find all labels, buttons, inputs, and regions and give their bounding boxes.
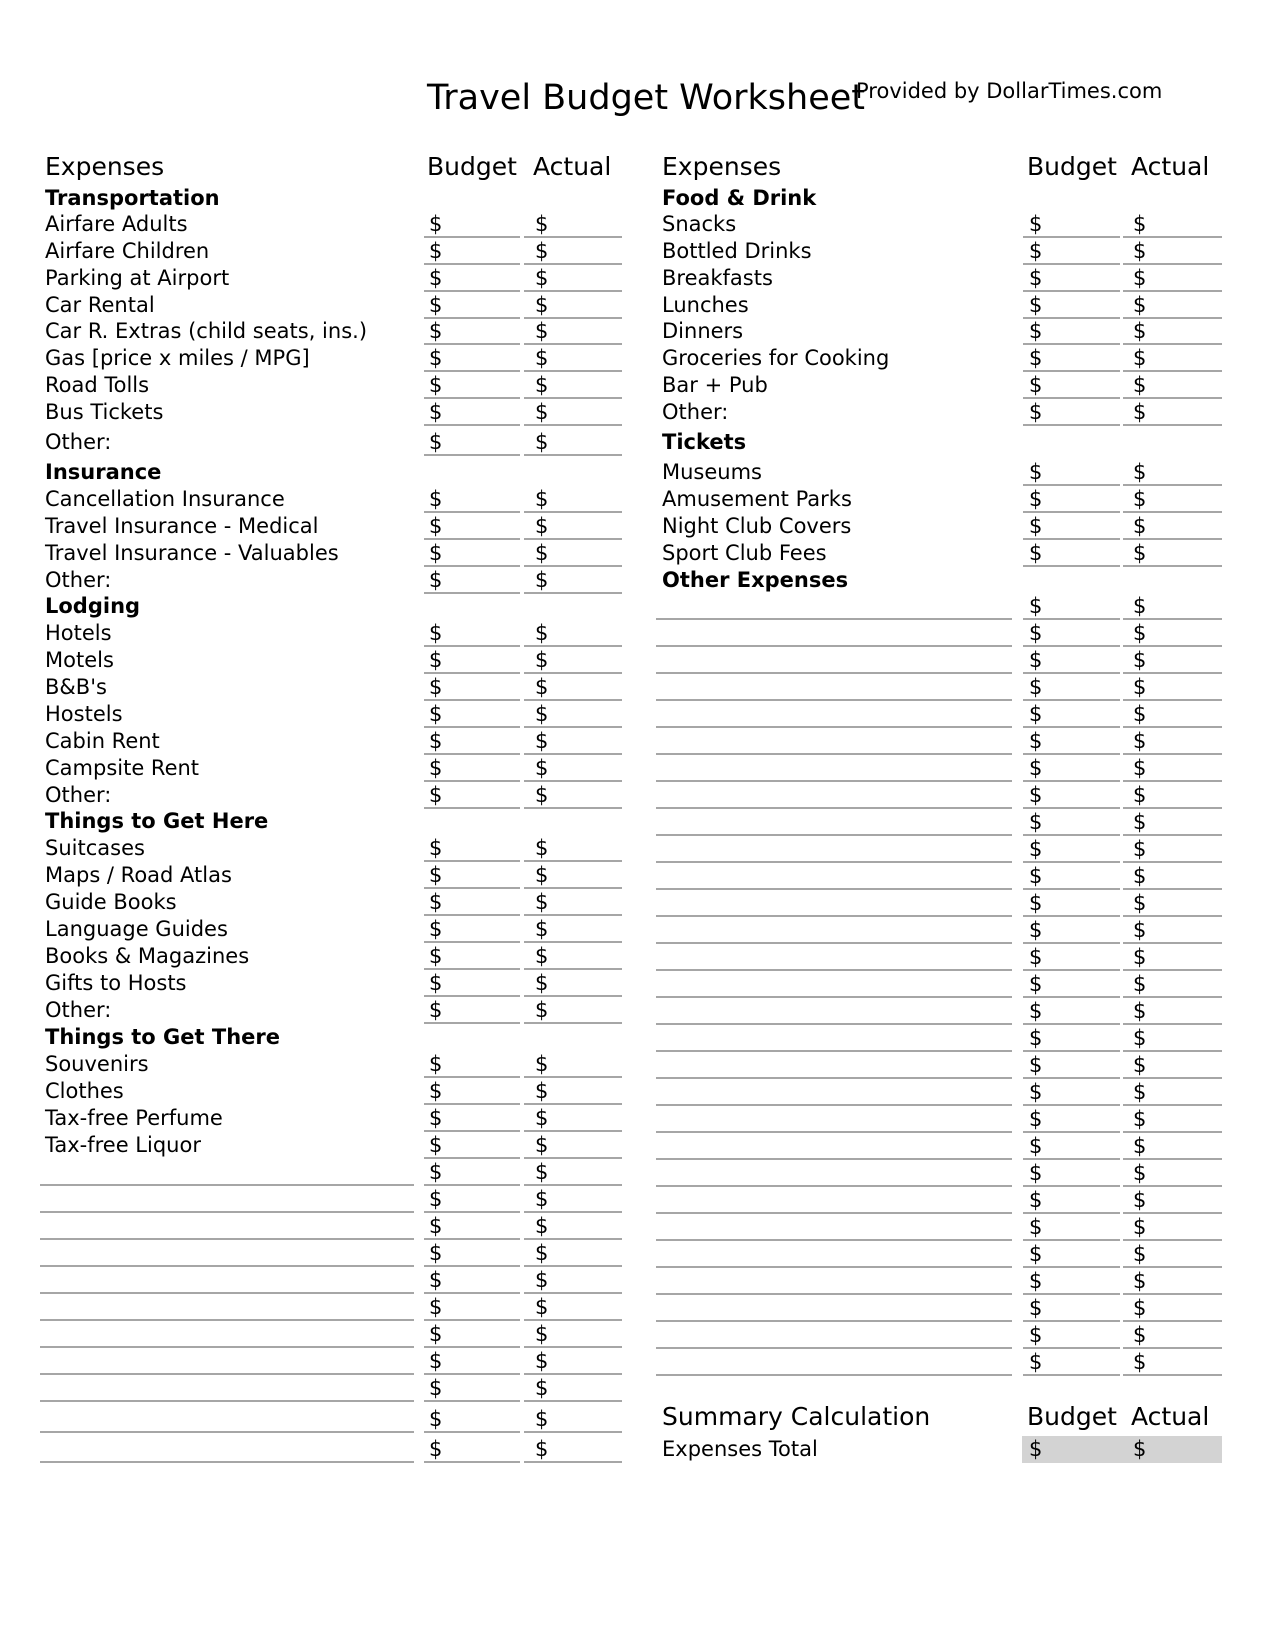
budget-amount-field[interactable]: $	[1029, 891, 1043, 915]
budget-amount-field[interactable]: $	[1029, 346, 1043, 370]
budget-amount-field[interactable]: $	[1029, 1107, 1043, 1131]
category-label: Transportation	[45, 186, 220, 210]
blank-expense-row	[0, 1160, 1275, 1187]
expense-label: Breakfasts	[662, 266, 773, 290]
actual-amount-field[interactable]: $	[1133, 460, 1147, 484]
expense-row	[0, 345, 1275, 372]
budget-amount-field[interactable]: $	[1029, 864, 1043, 888]
budget-amount-field[interactable]: $	[429, 971, 443, 995]
budget-amount-field[interactable]: $	[1029, 918, 1043, 942]
actual-amount-field[interactable]: $	[535, 1437, 549, 1461]
expense-label: Other:	[45, 998, 112, 1022]
actual-amount-field[interactable]: $	[535, 266, 549, 290]
actual-amount-field[interactable]: $	[1133, 864, 1147, 888]
budget-amount-field[interactable]: $	[1029, 319, 1043, 343]
actual-amount-field[interactable]: $	[1133, 756, 1147, 780]
actual-amount-field[interactable]: $	[535, 1160, 549, 1184]
actual-amount-field[interactable]: $	[535, 648, 549, 672]
expense-label: Language Guides	[45, 917, 228, 941]
actual-amount-field[interactable]: $	[535, 1322, 549, 1346]
actual-amount-field[interactable]: $	[1133, 999, 1147, 1023]
budget-amount-field[interactable]: $	[429, 621, 443, 645]
actual-amount-field[interactable]: $	[535, 1407, 549, 1431]
blank-expense-row	[0, 998, 1275, 1025]
budget-column-header: Budget	[427, 152, 517, 181]
actual-amount-field[interactable]: $	[1133, 918, 1147, 942]
expense-label: Tax-free Liquor	[45, 1133, 201, 1157]
actual-amount-field[interactable]: $	[1133, 1026, 1147, 1050]
actual-amount-field[interactable]: $	[1133, 1161, 1147, 1185]
category-label: Insurance	[45, 460, 162, 484]
blank-expense-row	[0, 1375, 1275, 1402]
actual-amount-field[interactable]: $	[535, 319, 549, 343]
budget-amount-field[interactable]: $	[429, 1187, 443, 1211]
budget-amount-field[interactable]: $	[429, 430, 443, 454]
blank-expense-row	[0, 1052, 1275, 1079]
actual-amount-field[interactable]: $	[1133, 1296, 1147, 1320]
actual-amount-field[interactable]: $	[535, 1214, 549, 1238]
expense-label: Motels	[45, 648, 114, 672]
actual-amount-field[interactable]: $	[1133, 1134, 1147, 1158]
actual-amount-field[interactable]: $	[1133, 729, 1147, 753]
actual-amount-field[interactable]: $	[1133, 293, 1147, 317]
actual-amount-field[interactable]: $	[535, 863, 549, 887]
budget-amount-field[interactable]: $	[429, 1079, 443, 1103]
blank-expense-row	[0, 1187, 1275, 1214]
expense-label: Suitcases	[45, 836, 145, 860]
actual-amount-field[interactable]: $	[1133, 1188, 1147, 1212]
budget-amount-field[interactable]: $	[1029, 460, 1043, 484]
budget-amount-field[interactable]: $	[1029, 621, 1043, 645]
budget-underline	[1023, 424, 1120, 426]
expense-row	[0, 292, 1275, 319]
summary-actual-header: Actual	[1131, 1402, 1210, 1431]
category-label: Things to Get Here	[45, 809, 269, 833]
expense-label: Museums	[662, 460, 762, 484]
blank-expense-row	[0, 890, 1275, 917]
expense-label: Sport Club Fees	[662, 541, 827, 565]
expense-label: Road Tolls	[45, 373, 150, 397]
budget-underline	[424, 454, 520, 456]
budget-amount-field[interactable]: $	[1029, 1215, 1043, 1239]
blank-expense-row	[0, 1241, 1275, 1268]
expense-label: Other:	[45, 568, 112, 592]
actual-amount-field[interactable]: $	[535, 1106, 549, 1130]
blank-expense-row	[0, 674, 1275, 701]
total-actual-field[interactable]: $	[1133, 1437, 1147, 1461]
budget-amount-field[interactable]: $	[1029, 756, 1043, 780]
budget-amount-field[interactable]: $	[429, 675, 443, 699]
expense-row	[0, 513, 1275, 540]
summary-budget-header: Budget	[1027, 1402, 1117, 1431]
expense-label: Parking at Airport	[45, 266, 230, 290]
budget-amount-field[interactable]: $	[429, 266, 443, 290]
blank-expense-row	[0, 755, 1275, 782]
expense-label: Souvenirs	[45, 1052, 149, 1076]
budget-amount-field[interactable]: $	[429, 1214, 443, 1238]
actual-amount-field[interactable]: $	[1133, 373, 1147, 397]
budget-amount-field[interactable]: $	[1029, 541, 1043, 565]
budget-amount-field[interactable]: $	[1029, 1080, 1043, 1104]
budget-amount-field[interactable]: $	[429, 487, 443, 511]
expense-row	[0, 372, 1275, 399]
actual-amount-field[interactable]: $	[535, 836, 549, 860]
actual-amount-field[interactable]: $	[535, 729, 549, 753]
blank-expense-row	[0, 1106, 1275, 1133]
budget-amount-field[interactable]: $	[429, 1133, 443, 1157]
expense-label: Car R. Extras (child seats, ins.)	[45, 319, 368, 343]
blank-expense-row	[0, 863, 1275, 890]
budget-amount-field[interactable]: $	[1029, 1134, 1043, 1158]
budget-amount-field[interactable]: $	[1029, 999, 1043, 1023]
budget-amount-field[interactable]: $	[1029, 1161, 1043, 1185]
budget-amount-field[interactable]: $	[1029, 1323, 1043, 1347]
actual-amount-field[interactable]: $	[1133, 266, 1147, 290]
budget-amount-field[interactable]: $	[429, 1295, 443, 1319]
budget-amount-field[interactable]: $	[1029, 783, 1043, 807]
budget-amount-field[interactable]: $	[1029, 373, 1043, 397]
budget-amount-field[interactable]: $	[429, 648, 443, 672]
actual-amount-field[interactable]: $	[535, 621, 549, 645]
actual-amount-field[interactable]: $	[535, 514, 549, 538]
expenses-total-row	[0, 1436, 1275, 1463]
actual-amount-field[interactable]: $	[1133, 945, 1147, 969]
actual-amount-field[interactable]: $	[1133, 541, 1147, 565]
expense-label: Night Club Covers	[662, 514, 852, 538]
expense-label: B&B's	[45, 675, 107, 699]
expense-row	[0, 459, 1275, 486]
actual-amount-field[interactable]: $	[1133, 837, 1147, 861]
actual-amount-field[interactable]: $	[535, 998, 549, 1022]
actual-amount-field[interactable]: $	[1133, 319, 1147, 343]
budget-amount-field[interactable]: $	[429, 756, 443, 780]
budget-amount-field[interactable]: $	[1029, 1350, 1043, 1374]
budget-amount-field[interactable]: $	[429, 1437, 443, 1461]
expense-label: Cabin Rent	[45, 729, 160, 753]
summary-title: Summary Calculation	[662, 1402, 931, 1431]
category-label: Lodging	[45, 594, 141, 618]
category-label: Tickets	[662, 430, 747, 454]
actual-amount-field[interactable]: $	[535, 756, 549, 780]
actual-column-header: Actual	[533, 152, 612, 181]
column-header-row	[0, 151, 1275, 183]
budget-amount-field[interactable]: $	[1029, 1188, 1043, 1212]
budget-amount-field[interactable]: $	[429, 293, 443, 317]
blank-expense-row	[0, 728, 1275, 755]
expense-label: Airfare Children	[45, 239, 210, 263]
actual-underline	[1123, 1374, 1222, 1376]
expense-label: Travel Insurance - Valuables	[45, 541, 339, 565]
budget-amount-field[interactable]: $	[1029, 212, 1043, 236]
actual-amount-field[interactable]: $	[535, 1187, 549, 1211]
budget-amount-field[interactable]: $	[429, 1349, 443, 1373]
budget-underline	[1023, 565, 1120, 567]
actual-amount-field[interactable]: $	[535, 1052, 549, 1076]
expense-label: Other:	[45, 783, 112, 807]
actual-amount-field[interactable]: $	[535, 917, 549, 941]
blank-expense-row	[0, 1349, 1275, 1376]
blank-expense-row	[0, 917, 1275, 944]
budget-amount-field[interactable]: $	[429, 836, 443, 860]
expense-label: Tax-free Perfume	[45, 1106, 223, 1130]
actual-amount-field[interactable]: $	[1133, 810, 1147, 834]
budget-amount-field[interactable]: $	[1029, 837, 1043, 861]
actual-amount-field[interactable]: $	[535, 783, 549, 807]
actual-amount-field[interactable]: $	[1133, 514, 1147, 538]
blank-expense-row	[0, 1079, 1275, 1106]
blank-expense-row	[0, 971, 1275, 998]
summary-header-row	[0, 1401, 1275, 1433]
actual-amount-field[interactable]: $	[535, 400, 549, 424]
budget-amount-field[interactable]: $	[1029, 729, 1043, 753]
budget-amount-field[interactable]: $	[1029, 972, 1043, 996]
expenses-column-header: Expenses	[45, 152, 165, 181]
actual-amount-field[interactable]: $	[1133, 1053, 1147, 1077]
expense-label: Hostels	[45, 702, 123, 726]
blank-expense-row	[0, 1295, 1275, 1322]
blank-expense-row	[0, 647, 1275, 674]
actual-amount-field[interactable]: $	[1133, 1242, 1147, 1266]
actual-amount-field[interactable]: $	[535, 346, 549, 370]
expense-label: Cancellation Insurance	[45, 487, 285, 511]
budget-amount-field[interactable]: $	[1029, 1026, 1043, 1050]
blank-expense-row	[0, 836, 1275, 863]
expense-row	[0, 486, 1275, 513]
budget-amount-field[interactable]: $	[1029, 675, 1043, 699]
expense-label: Bus Tickets	[45, 400, 164, 424]
actual-amount-field[interactable]: $	[535, 1295, 549, 1319]
expense-label: Lunches	[662, 293, 749, 317]
expenses-total-label: Expenses Total	[662, 1437, 818, 1461]
budget-amount-field[interactable]: $	[429, 1106, 443, 1130]
budget-amount-field[interactable]: $	[1029, 1269, 1043, 1293]
expense-row	[0, 238, 1275, 265]
expense-label: Travel Insurance - Medical	[45, 514, 319, 538]
blank-expense-row	[0, 782, 1275, 809]
budget-amount-field[interactable]: $	[1029, 594, 1043, 618]
blank-expense-row	[0, 593, 1275, 620]
actual-amount-field[interactable]: $	[535, 890, 549, 914]
category-label: Things to Get There	[45, 1025, 280, 1049]
budget-underline	[1023, 1374, 1120, 1376]
actual-amount-field[interactable]: $	[535, 675, 549, 699]
actual-amount-field[interactable]: $	[535, 239, 549, 263]
actual-amount-field[interactable]: $	[535, 373, 549, 397]
budget-amount-field[interactable]: $	[429, 568, 443, 592]
budget-amount-field[interactable]: $	[429, 890, 443, 914]
expense-label: Guide Books	[45, 890, 177, 914]
expense-label: Dinners	[662, 319, 744, 343]
actual-amount-field[interactable]: $	[1133, 891, 1147, 915]
budget-amount-field[interactable]: $	[429, 1268, 443, 1292]
actual-amount-field[interactable]: $	[535, 1241, 549, 1265]
expense-label: Amusement Parks	[662, 487, 852, 511]
budget-amount-field[interactable]: $	[429, 1376, 443, 1400]
budget-column-header: Budget	[1027, 152, 1117, 181]
actual-amount-field[interactable]: $	[535, 1376, 549, 1400]
expense-label: Books & Magazines	[45, 944, 250, 968]
expense-label: Other:	[662, 400, 729, 424]
blank-expense-row	[0, 701, 1275, 728]
budget-amount-field[interactable]: $	[1029, 1296, 1043, 1320]
actual-amount-field[interactable]: $	[1133, 1350, 1147, 1374]
actual-underline	[1123, 424, 1222, 426]
actual-amount-field[interactable]: $	[535, 1079, 549, 1103]
expense-label: Bottled Drinks	[662, 239, 812, 263]
blank-expense-line	[656, 1374, 1012, 1376]
actual-column-header: Actual	[1131, 152, 1210, 181]
blank-expense-row	[0, 1268, 1275, 1295]
budget-amount-field[interactable]: $	[429, 917, 443, 941]
budget-amount-field[interactable]: $	[429, 863, 443, 887]
expense-label: Campsite Rent	[45, 756, 200, 780]
budget-amount-field[interactable]: $	[1029, 514, 1043, 538]
budget-amount-field[interactable]: $	[429, 1322, 443, 1346]
budget-amount-field[interactable]: $	[429, 373, 443, 397]
actual-amount-field[interactable]: $	[1133, 346, 1147, 370]
blank-expense-row	[0, 944, 1275, 971]
category-label: Other Expenses	[662, 568, 849, 592]
expense-label: Maps / Road Atlas	[45, 863, 232, 887]
budget-amount-field[interactable]: $	[429, 1241, 443, 1265]
actual-amount-field[interactable]: $	[1133, 239, 1147, 263]
actual-amount-field[interactable]: $	[1133, 594, 1147, 618]
expense-label: Snacks	[662, 212, 737, 236]
actual-amount-field[interactable]: $	[535, 293, 549, 317]
actual-amount-field[interactable]: $	[1133, 702, 1147, 726]
actual-amount-field[interactable]: $	[1133, 212, 1147, 236]
blank-expense-row	[0, 620, 1275, 647]
expense-label: Bar + Pub	[662, 373, 768, 397]
budget-amount-field[interactable]: $	[429, 729, 443, 753]
budget-amount-field[interactable]: $	[1029, 400, 1043, 424]
budget-amount-field[interactable]: $	[429, 998, 443, 1022]
actual-amount-field[interactable]: $	[1133, 1080, 1147, 1104]
actual-amount-field[interactable]: $	[1133, 648, 1147, 672]
category-label: Food & Drink	[662, 186, 817, 210]
budget-amount-field[interactable]: $	[1029, 266, 1043, 290]
budget-amount-field[interactable]: $	[1029, 648, 1043, 672]
actual-amount-field[interactable]: $	[535, 944, 549, 968]
expense-row	[0, 318, 1275, 345]
expense-label: Other:	[45, 430, 112, 454]
budget-amount-field[interactable]: $	[429, 400, 443, 424]
expense-label: Hotels	[45, 621, 112, 645]
expense-row	[0, 567, 1275, 594]
actual-amount-field[interactable]: $	[535, 1349, 549, 1373]
budget-amount-field[interactable]: $	[1029, 1242, 1043, 1266]
actual-amount-field[interactable]: $	[535, 1268, 549, 1292]
budget-amount-field[interactable]: $	[429, 944, 443, 968]
expense-label: Groceries for Cooking	[662, 346, 890, 370]
page-title: Travel Budget Worksheet	[427, 78, 866, 118]
budget-amount-field[interactable]: $	[429, 514, 443, 538]
budget-amount-field[interactable]: $	[429, 212, 443, 236]
expenses-column-header: Expenses	[662, 152, 782, 181]
budget-amount-field[interactable]: $	[429, 541, 443, 565]
actual-amount-field[interactable]: $	[1133, 675, 1147, 699]
budget-amount-field[interactable]: $	[429, 1407, 443, 1431]
actual-amount-field[interactable]: $	[1133, 400, 1147, 424]
expense-label: Airfare Adults	[45, 212, 188, 236]
expense-label: Car Rental	[45, 293, 155, 317]
budget-amount-field[interactable]: $	[429, 783, 443, 807]
budget-amount-field[interactable]: $	[429, 239, 443, 263]
blank-expense-row	[0, 1133, 1275, 1160]
budget-amount-field[interactable]: $	[429, 1160, 443, 1184]
expense-row	[0, 265, 1275, 292]
actual-amount-field[interactable]: $	[1133, 783, 1147, 807]
actual-amount-field[interactable]: $	[1133, 487, 1147, 511]
blank-expense-row	[0, 1214, 1275, 1241]
actual-amount-field[interactable]: $	[535, 430, 549, 454]
actual-amount-field[interactable]: $	[535, 1133, 549, 1157]
expense-row	[0, 429, 1275, 456]
actual-amount-field[interactable]: $	[1133, 1107, 1147, 1131]
actual-amount-field[interactable]: $	[1133, 1215, 1147, 1239]
total-budget-field[interactable]: $	[1029, 1437, 1043, 1461]
budget-amount-field[interactable]: $	[429, 346, 443, 370]
expense-label: Gas [price x miles / MPG]	[45, 346, 310, 370]
blank-expense-row	[0, 809, 1275, 836]
actual-amount-field[interactable]: $	[535, 971, 549, 995]
expense-label: Gifts to Hosts	[45, 971, 187, 995]
actual-amount-field[interactable]: $	[1133, 1269, 1147, 1293]
actual-underline	[524, 454, 622, 456]
budget-amount-field[interactable]: $	[429, 319, 443, 343]
budget-amount-field[interactable]: $	[1029, 239, 1043, 263]
budget-amount-field[interactable]: $	[1029, 293, 1043, 317]
expense-row	[0, 540, 1275, 567]
actual-amount-field[interactable]: $	[535, 702, 549, 726]
expense-label: Clothes	[45, 1079, 124, 1103]
actual-amount-field[interactable]: $	[535, 541, 549, 565]
actual-amount-field[interactable]: $	[535, 212, 549, 236]
budget-amount-field[interactable]: $	[1029, 487, 1043, 511]
actual-amount-field[interactable]: $	[1133, 1323, 1147, 1347]
actual-amount-field[interactable]: $	[1133, 972, 1147, 996]
budget-amount-field[interactable]: $	[429, 1052, 443, 1076]
provided-by-credit: Provided by DollarTimes.com	[856, 79, 1163, 103]
actual-amount-field[interactable]: $	[535, 568, 549, 592]
budget-amount-field[interactable]: $	[1029, 702, 1043, 726]
expense-row	[0, 399, 1275, 426]
expense-row	[0, 211, 1275, 238]
actual-amount-field[interactable]: $	[1133, 621, 1147, 645]
blank-expense-row	[0, 1025, 1275, 1052]
actual-underline	[1123, 565, 1222, 567]
budget-amount-field[interactable]: $	[1029, 1053, 1043, 1077]
budget-amount-field[interactable]: $	[1029, 810, 1043, 834]
actual-amount-field[interactable]: $	[535, 487, 549, 511]
budget-amount-field[interactable]: $	[1029, 945, 1043, 969]
budget-amount-field[interactable]: $	[429, 702, 443, 726]
blank-expense-row	[0, 1322, 1275, 1349]
